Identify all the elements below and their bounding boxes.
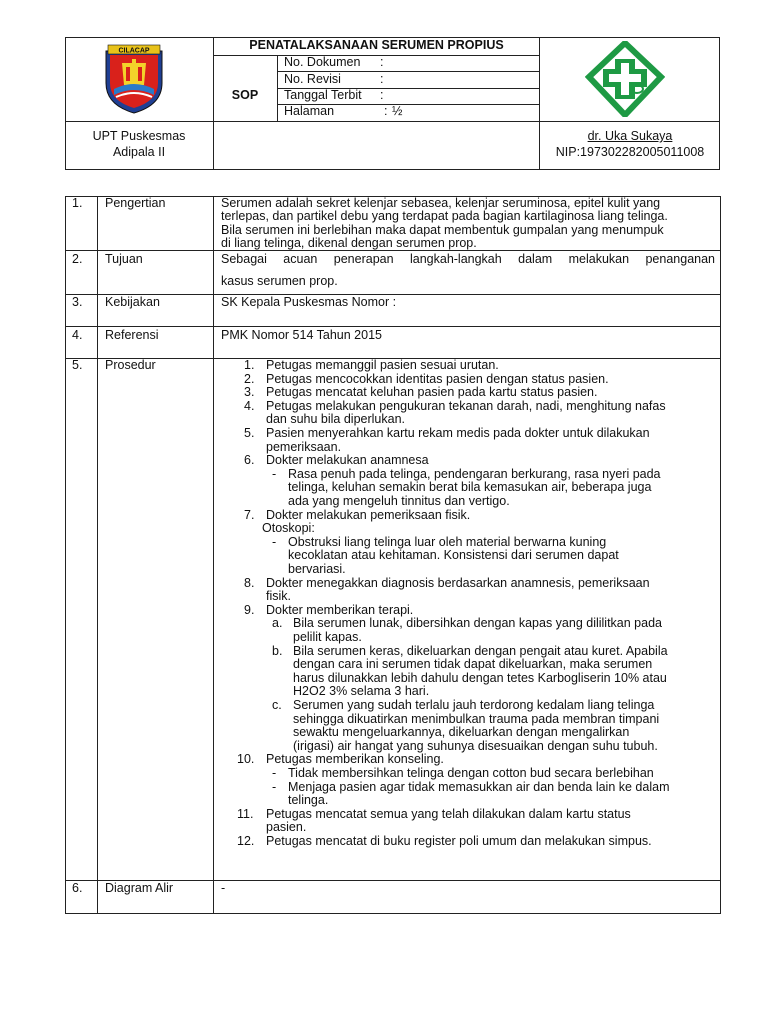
procedure-marker: - bbox=[272, 766, 277, 780]
procedure-marker: 2. bbox=[244, 371, 255, 386]
procedure-marker: 11. bbox=[237, 806, 254, 821]
row-text-line: SK Kepala Puskesmas Nomor : bbox=[221, 295, 397, 309]
row-text-line: terlepas, dan partikel debu yang terdapat pada bagian kartilaginosa liang telinga. bbox=[221, 209, 668, 223]
procedure-marker: - bbox=[272, 466, 277, 481]
signer-nip: NIP:197302282005011008 bbox=[555, 145, 705, 159]
field-label: Halaman bbox=[284, 104, 335, 118]
document-title: PENATALAKSANAAN SERUMEN PROPIUS bbox=[249, 38, 504, 52]
signer-name: dr. Uka Sukaya bbox=[587, 129, 673, 143]
procedure-text-line: Obstruksi liang telinga luar oleh material berwarna kuning bbox=[288, 534, 607, 549]
procedure-text-line: Petugas memberikan konseling. bbox=[266, 752, 444, 767]
row-text-line: Bila serumen ini berlebihan maka dapat membentuk gumpalan yang menumpuk bbox=[221, 223, 664, 237]
procedure-text-line: Rasa penuh pada telinga, pendengaran berkurang, rasa nyeri pada bbox=[288, 466, 661, 481]
procedure-text-line: H2O2 3% selama 3 hari. bbox=[293, 684, 430, 699]
procedure-text-line: telinga, keluhan semakin berat bila kemasukan air, beberapa juga bbox=[288, 480, 652, 495]
procedure-marker: - bbox=[272, 779, 277, 794]
procedure-text-line: Petugas mencatat di buku register poli umum dan melakukan simpus. bbox=[266, 834, 652, 848]
procedure-text-line: (irigasi) air hangat yang suhunya disesuaikan dengan suhu tubuh. bbox=[293, 738, 658, 753]
procedure-marker: 12. bbox=[237, 834, 255, 848]
header-divider-horizontal bbox=[65, 121, 720, 122]
field-sep: : bbox=[380, 55, 384, 69]
procedure-text-line: sewaktu mengeluarkannya, dikeluarkan dengan mengalirkan bbox=[293, 725, 630, 740]
sop-label: SOP bbox=[231, 88, 259, 102]
row-label: Diagram Alir bbox=[105, 881, 174, 895]
procedure-text-line: Dokter melakukan anamnesa bbox=[266, 453, 429, 468]
org-name: UPT Puskesmas bbox=[92, 129, 186, 143]
body-col-divider-2 bbox=[213, 196, 214, 914]
cilacap-emblem-logo bbox=[100, 43, 168, 115]
procedure-text-line: pemeriksaan. bbox=[266, 439, 342, 454]
procedure-text-line: Dokter melakukan pemeriksaan fisik. bbox=[266, 507, 471, 522]
row-text-line: - bbox=[221, 881, 226, 895]
procedure-marker: 4. bbox=[244, 398, 255, 413]
procedure-marker: b. bbox=[272, 643, 283, 658]
row-text-line: Sebagai acuan penerapan langkah-langkah dalam melakukan penanganan bbox=[221, 252, 715, 266]
procedure-text-line: Petugas mencocokkan identitas pasien dengan status pasien. bbox=[266, 371, 609, 386]
procedure-text-line: Petugas mencatat semua yang telah dilakukan dalam kartu status bbox=[266, 806, 631, 821]
procedure-text-line: Bila serumen keras, dikeluarkan dengan pengait atau kuret. Apabila bbox=[293, 643, 668, 658]
procedure-text-line: Petugas melakukan pengukuran tekanan darah, nadi, menghitung nafas bbox=[266, 398, 666, 413]
procedure-marker: 5. bbox=[244, 426, 255, 440]
org-unit: Adipala II bbox=[112, 145, 166, 159]
procedure-marker: 6. bbox=[244, 453, 255, 468]
procedure-marker: 10. bbox=[237, 752, 255, 767]
procedure-marker: 8. bbox=[244, 575, 255, 590]
row-number: 2. bbox=[72, 252, 83, 266]
header-title-underline bbox=[213, 55, 540, 56]
procedure-text-line: kecoklatan atau kehitaman. Konsistensi dari serumen dapat bbox=[288, 548, 619, 563]
procedure-marker: c. bbox=[272, 698, 282, 712]
procedure-text-line: fisik. bbox=[266, 589, 291, 604]
procedure-text-line: Tidak membersihkan telinga dengan cotton bud secara berlebihan bbox=[288, 766, 654, 780]
procedure-text-line: Serumen yang sudah terlalu jauh terdorong kedalam liang telinga bbox=[293, 698, 655, 712]
procedure-marker: - bbox=[272, 534, 277, 549]
procedure-text-line: Bila serumen lunak, dibersihkan dengan kapas yang dililitkan pada bbox=[293, 616, 662, 631]
row-label: Prosedur bbox=[105, 358, 156, 372]
field-label: No. Revisi bbox=[284, 72, 341, 86]
field-sep: : bbox=[380, 72, 384, 86]
procedure-text-line: telinga. bbox=[288, 793, 329, 808]
field-label: No. Dokumen bbox=[284, 55, 361, 69]
procedure-marker: 9. bbox=[244, 602, 255, 617]
row-text-line: di liang telinga, dikenal dengan serumen prop. bbox=[221, 236, 477, 250]
procedure-text-line: pasien. bbox=[266, 820, 307, 835]
procedure-marker: 7. bbox=[244, 507, 255, 522]
field-label: Tanggal Terbit bbox=[284, 88, 362, 102]
field-sep: : bbox=[384, 104, 388, 118]
row-number: 4. bbox=[72, 328, 83, 342]
row-label: Tujuan bbox=[105, 252, 143, 266]
procedure-marker: 3. bbox=[244, 385, 255, 400]
puskesmas-logo bbox=[585, 41, 665, 117]
procedure-text-line: Petugas mencatat keluhan pasien pada kartu status pasien. bbox=[266, 385, 598, 400]
row-number: 5. bbox=[72, 358, 83, 372]
procedure-text-line: Dokter menegakkan diagnosis berdasarkan anamnesis, pemeriksaan bbox=[266, 575, 650, 590]
procedure-marker: 1. bbox=[244, 358, 255, 372]
row-number: 3. bbox=[72, 295, 83, 309]
row-label: Referensi bbox=[105, 328, 159, 342]
procedure-text-line: Dokter memberikan terapi. bbox=[266, 602, 414, 617]
procedure-text-line: Pasien menyerahkan kartu rekam medis pada dokter untuk dilakukan bbox=[266, 426, 650, 440]
procedure-text-line: bervariasi. bbox=[288, 562, 346, 576]
field-sep: : bbox=[380, 88, 384, 102]
procedure-text-line: sehingga dikuatirkan menimbulkan trauma pada membran timpani bbox=[293, 711, 660, 726]
header-divider-left bbox=[213, 37, 214, 170]
row-label: Pengertian bbox=[105, 196, 166, 210]
procedure-text-line: dengan cara ini serumen tidak dapat dikeluarkan, maka serumen bbox=[293, 657, 653, 672]
body-col-divider-1 bbox=[97, 196, 98, 914]
procedure-text-line: Menjaga pasien agar tidak memasukkan air dan benda lain ke dalam bbox=[288, 779, 670, 794]
procedure-text-line: Petugas memanggil pasien sesuai urutan. bbox=[266, 358, 499, 372]
row-label: Kebijakan bbox=[105, 295, 160, 309]
emblem-text: CILACAP bbox=[118, 47, 150, 55]
row-text-line: PMK Nomor 514 Tahun 2015 bbox=[221, 328, 382, 342]
row-text-line: Serumen adalah sekret kelenjar sebasea, kelenjar seruminosa, epitel kulit yang bbox=[221, 196, 661, 210]
procedure-text-line: pelilit kapas. bbox=[293, 630, 362, 644]
row-line-3 bbox=[65, 326, 721, 327]
procedure-text-line: dan suhu bila diperlukan. bbox=[266, 412, 405, 427]
procedure-text-line: harus dilunakkan lebih dahulu dengan tetes Karbogliserin 10% atau bbox=[293, 670, 667, 685]
row-number: 1. bbox=[72, 196, 83, 210]
field-value: ½ bbox=[392, 104, 403, 118]
row-number: 6. bbox=[72, 881, 83, 895]
procedure-text-line: ada yang mengeluh tinnitus dan vertigo. bbox=[288, 494, 510, 508]
procedure-marker: a. bbox=[272, 616, 283, 631]
row-text-line: kasus serumen prop. bbox=[221, 274, 338, 288]
procedure-text-line: Otoskopi: bbox=[262, 521, 315, 536]
